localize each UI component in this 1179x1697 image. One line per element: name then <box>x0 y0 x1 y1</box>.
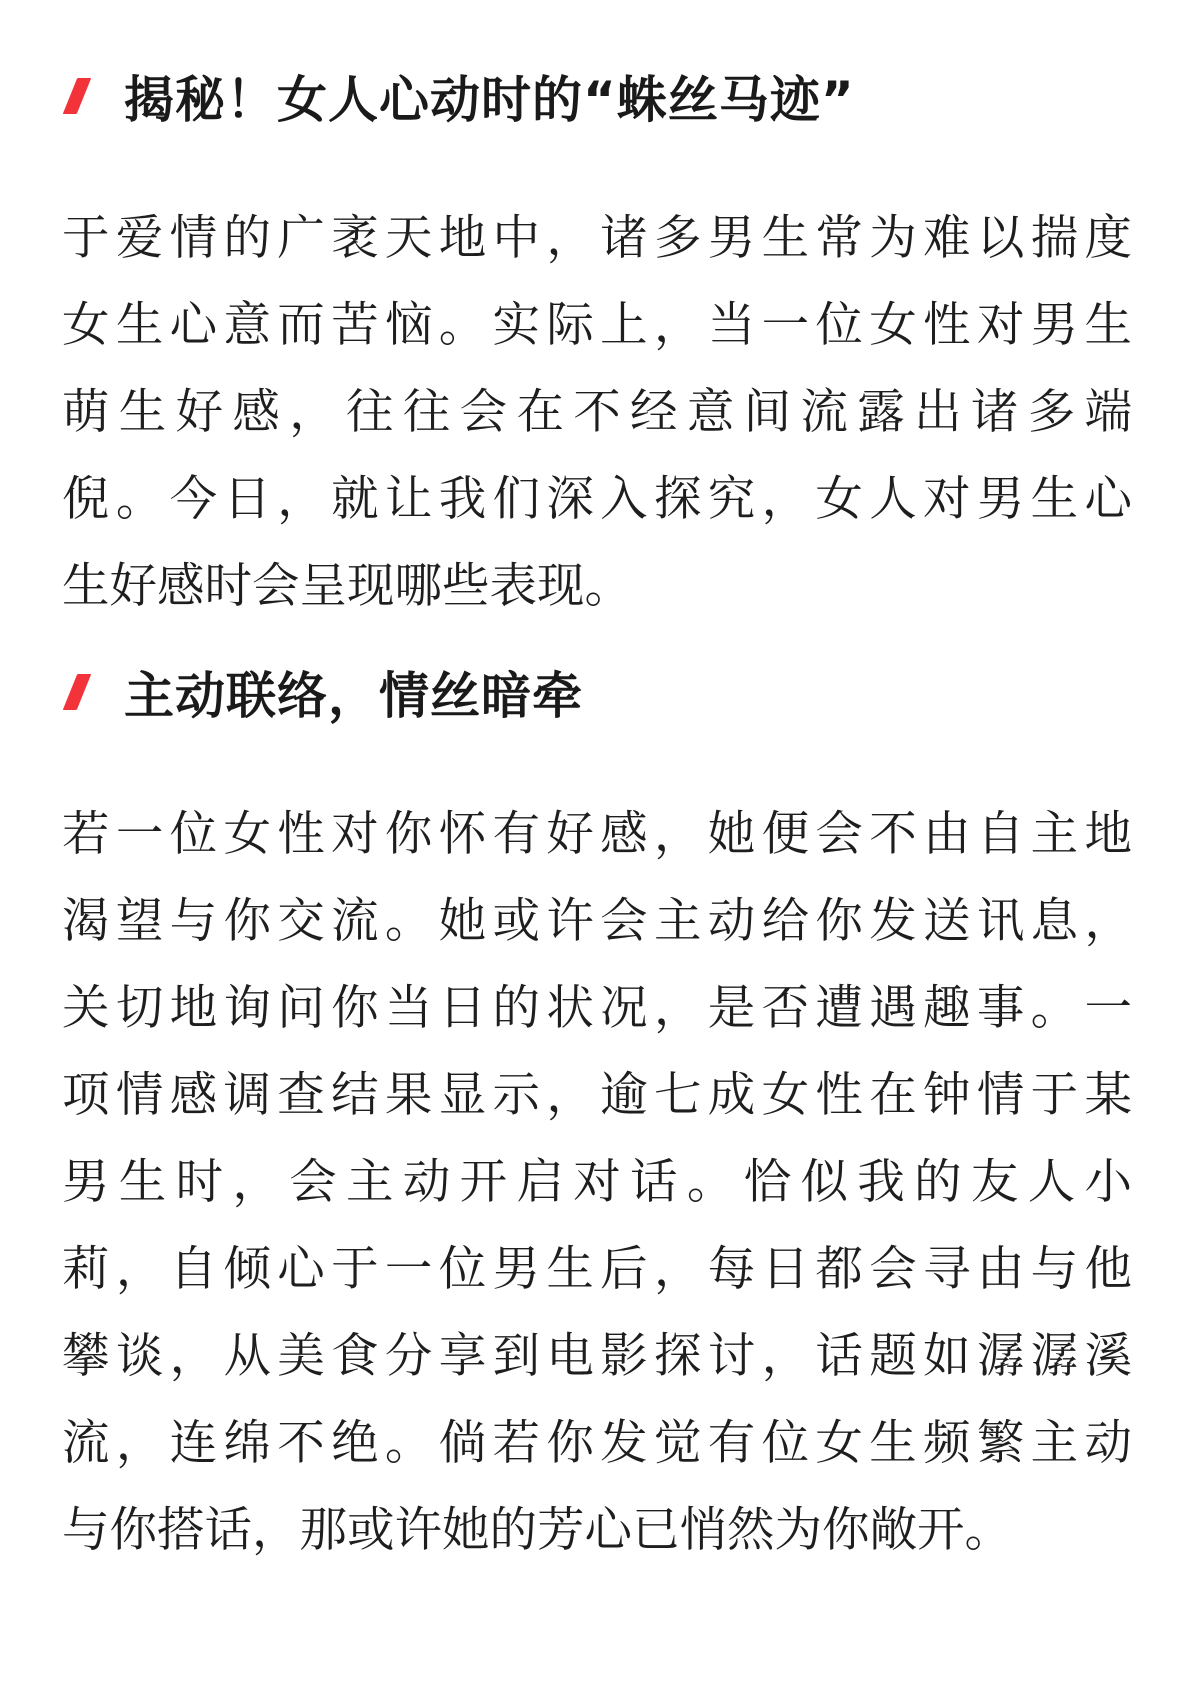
paragraph-line: 萌生好感，往往会在不经意间流露出诸多端 <box>62 385 1132 440</box>
section-heading-2 <box>62 652 583 732</box>
paragraph-line: 与你搭话，那或许她的芳心已悄然为你敞开。 <box>62 1503 1012 1558</box>
paragraph-line: 攀谈，从美食分享到电影探讨，话题如潺潺溪 <box>62 1329 1132 1384</box>
section-title: 揭秘！女人心动时的“蛛丝马迹” <box>124 71 855 129</box>
section-paragraph-1 <box>62 195 1132 630</box>
section-heading-1 <box>62 56 855 136</box>
paragraph-line: 于爱情的广袤天地中，诸多男生常为难以揣度 <box>62 211 1132 266</box>
paragraph-line: 莉，自倾心于一位男生后，每日都会寻由与他 <box>62 1242 1132 1297</box>
paragraph-line: 若一位女性对你怀有好感，她便会不由自主地 <box>62 807 1132 862</box>
paragraph-line: 女生心意而苦恼。实际上，当一位女性对男生 <box>62 298 1132 353</box>
red-slash-icon <box>63 674 92 710</box>
section-paragraph-2 <box>62 791 1132 1574</box>
section-title: 主动联络，情丝暗牵 <box>124 667 583 725</box>
red-slash-icon <box>63 78 92 114</box>
paragraph-line: 关切地询问你当日的状况，是否遭遇趣事。一 <box>62 981 1132 1036</box>
paragraph-line: 项情感调查结果显示，逾七成女性在钟情于某 <box>62 1068 1132 1123</box>
paragraph-line: 渴望与你交流。她或许会主动给你发送讯息， <box>62 894 1132 949</box>
paragraph-line: 生好感时会呈现哪些表现。 <box>62 559 632 614</box>
paragraph-line: 倪。今日，就让我们深入探究，女人对男生心 <box>62 472 1132 527</box>
paragraph-line: 流，连绵不绝。倘若你发觉有位女生频繁主动 <box>62 1416 1132 1471</box>
paragraph-line: 男生时，会主动开启对话。恰似我的友人小 <box>62 1155 1132 1210</box>
